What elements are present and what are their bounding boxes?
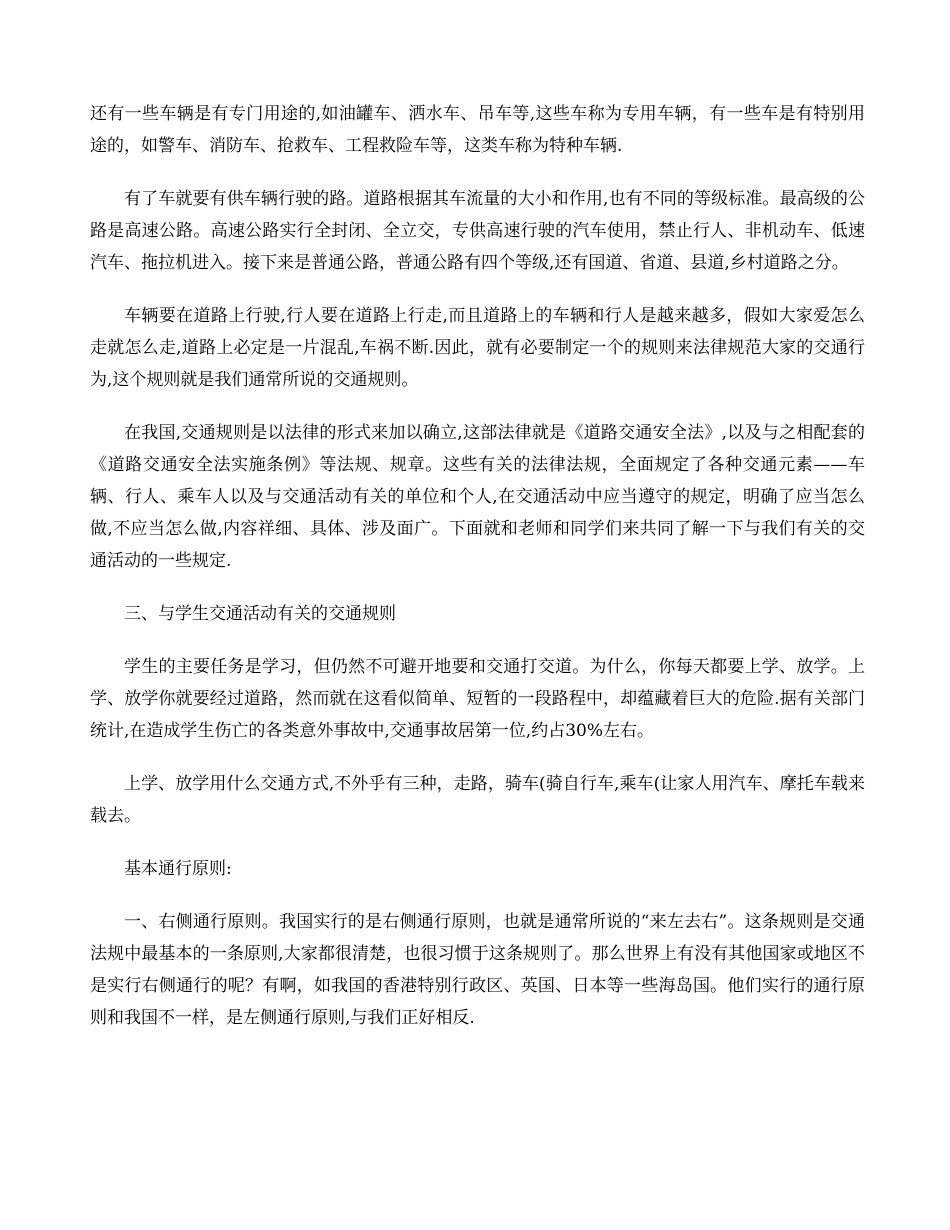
paragraph-7: 一、右侧通行原则。我国实行的是右侧通行原则，也就是通常所说的“来左去右”。这条规则是交通法规中最基本的一条原则,大家都很清楚，也很习惯于这条规则了。那么世界上有没有其他国家或地区不是实行右侧通行的呢？有啊，如我国的香港特别行政区、英国、日本等一些海岛国。他们实行的通行原则和我国不一样，是左侧通行原则,与我们正好相反. (90, 912, 865, 1028)
paragraph-2: 有了车就要有供车辆行驶的路。道路根据其车流量的大小和作用,也有不同的等级标准。最高级的公路是高速公路。高速公路实行全封闭、全立交，专供高速行驶的汽车使用，禁止行人、非机动车、低速汽车、拖拉机进入。接下来是普通公路，普通公路有四个等级,还有国道、省道、县道,乡村道路之分。 (90, 189, 865, 273)
paragraph-6: 上学、放学用什么交通方式,不外乎有三种，走路，骑车(骑自行车,乘车(让家人用汽车、摩托车载来载去。 (90, 774, 865, 826)
paragraph-4: 在我国,交通规则是以法律的形式来加以确立,这部法律就是《道路交通安全法》,以及与之相配套的《道路交通安全法实施条例》等法规、规章。这些有关的法律法规，全面规定了各种交通元素——车辆、行人、乘车人以及与交通活动有关的单位和个人,在交通活动中应当遵守的规定，明确了应当怎么做,不应当怎么做,内容祥细、具体、涉及面广。下面就和老师和同学们来共同了解一下与我们有关的交通活动的一些规定. (90, 423, 865, 571)
document-body (90, 98, 865, 1055)
subheading-basic-principles: 基本通行原则: (124, 859, 232, 879)
section-heading: 三、与学生交通活动有关的交通规则 (124, 604, 396, 624)
paragraph-5: 学生的主要任务是学习，但仍然不可避开地要和交通打交道。为什么，你每天都要上学、放学。上学、放学你就要经过道路，然而就在这看似简单、短暂的一段路程中，却蕴藏着巨大的危险.据有关部门统计,在造成学生伤亡的各类意外事故中,交通事故居第一位,约占30%左右。 (90, 657, 865, 741)
paragraph-3: 车辆要在道路上行驶,行人要在道路上行走,而且道路上的车辆和行人是越来越多，假如大家爱怎么走就怎么走,道路上必定是一片混乱,车祸不断.因此，就有必要制定一个的规则来法律规范大家的交通行为,这个规则就是我们通常所说的交通规则。 (90, 306, 865, 390)
paragraph-1: 还有一些车辆是有专门用途的,如油罐车、洒水车、吊车等,这些车称为专用车辆，有一些车是有特别用途的，如警车、消防车、抢救车、工程救险车等，这类车称为特种车辆. (90, 104, 865, 156)
